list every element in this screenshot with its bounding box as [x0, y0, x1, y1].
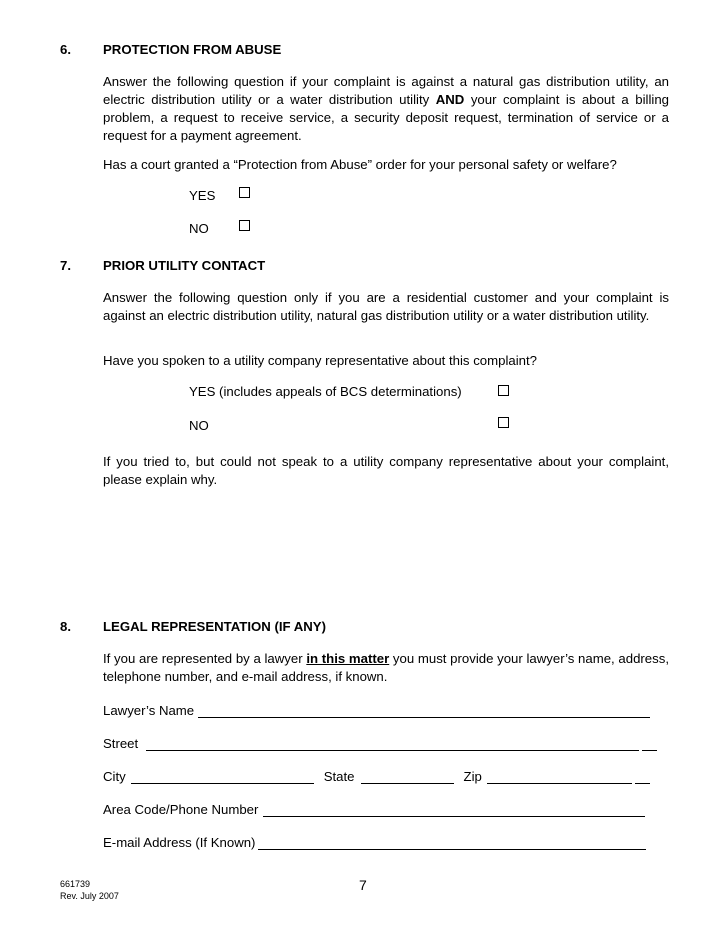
section-7-no-checkbox[interactable]	[498, 417, 509, 428]
email-row	[103, 832, 646, 850]
section-6-no-label: NO	[189, 221, 209, 236]
doc-number: 661739	[60, 879, 91, 889]
section-7-yes-checkbox[interactable]	[498, 385, 509, 396]
section-6-intro-text: Answer the following question if your complaint is against a natural gas distribution utility, an electric distribution utility or a water distribution utility	[103, 74, 669, 107]
section-6-intro	[103, 73, 669, 145]
section-8-heading: LEGAL REPRESENTATION (IF ANY)	[103, 619, 326, 634]
lawyer-name-field[interactable]	[198, 703, 650, 718]
zip-field-extension[interactable]	[635, 769, 650, 784]
section-6-question: Has a court granted a “Protection from Abuse” order for your personal safety or welfare?	[103, 157, 617, 172]
section-6-intro-bold: AND	[435, 92, 465, 107]
street-label: Street	[103, 736, 139, 751]
section-7-no-label: NO	[189, 418, 209, 433]
section-7-number: 7.	[60, 258, 71, 273]
state-label: State	[323, 769, 355, 784]
lawyer-name-label: Lawyer’s Name	[103, 703, 195, 718]
email-label: E-mail Address (If Known)	[103, 835, 256, 850]
section-7-question: Have you spoken to a utility company representative about this complaint?	[103, 353, 537, 368]
zip-label: Zip	[463, 769, 482, 784]
section-7-explanation-area[interactable]	[103, 492, 669, 602]
page-number: 7	[359, 877, 367, 893]
section-6-number: 6.	[60, 42, 71, 57]
state-field[interactable]	[361, 769, 454, 784]
lawyer-name-row	[103, 700, 650, 718]
revision-date: Rev. July 2007	[60, 891, 119, 901]
phone-label: Area Code/Phone Number	[103, 802, 259, 817]
section-8-intro-text-end: you must provide your lawyer’s name, address, telephone number, and e-mail address, if known.	[103, 651, 669, 684]
city-label: City	[103, 769, 126, 784]
section-6-heading: PROTECTION FROM ABUSE	[103, 42, 282, 57]
email-field[interactable]	[258, 835, 646, 850]
section-6-intro-text-end: your complaint is about a billing problem, a request to receive service, a security deposit request, termination of service or a request for a payment agreement.	[103, 92, 669, 143]
section-7-yes-label: YES (includes appeals of BCS determinations)	[189, 384, 462, 399]
section-6-yes-checkbox[interactable]	[239, 187, 250, 198]
city-state-zip-row	[103, 766, 650, 784]
zip-field[interactable]	[487, 769, 632, 784]
city-field[interactable]	[131, 769, 314, 784]
section-6-yes-label: YES	[189, 188, 216, 203]
section-7-intro: Answer the following question only if you are a residential customer and your complaint is against an electric distribution utility, natural gas distribution utility or a water distribution utility.	[103, 290, 669, 323]
phone-field[interactable]	[263, 802, 645, 817]
section-8-intro	[103, 650, 669, 686]
section-7-explain-prompt: If you tried to, but could not speak to a utility company representative about your complaint, please explain why.	[103, 454, 669, 487]
phone-row	[103, 799, 645, 817]
section-6-no-checkbox[interactable]	[239, 220, 250, 231]
street-row	[103, 733, 657, 751]
street-field-extension[interactable]	[642, 736, 657, 751]
section-7-heading: PRIOR UTILITY CONTACT	[103, 258, 266, 273]
section-8-number: 8.	[60, 619, 71, 634]
street-field[interactable]	[146, 736, 639, 751]
section-8-intro-emphasis: in this matter	[306, 651, 390, 666]
section-8-intro-text: If you are represented by a lawyer	[103, 651, 307, 666]
